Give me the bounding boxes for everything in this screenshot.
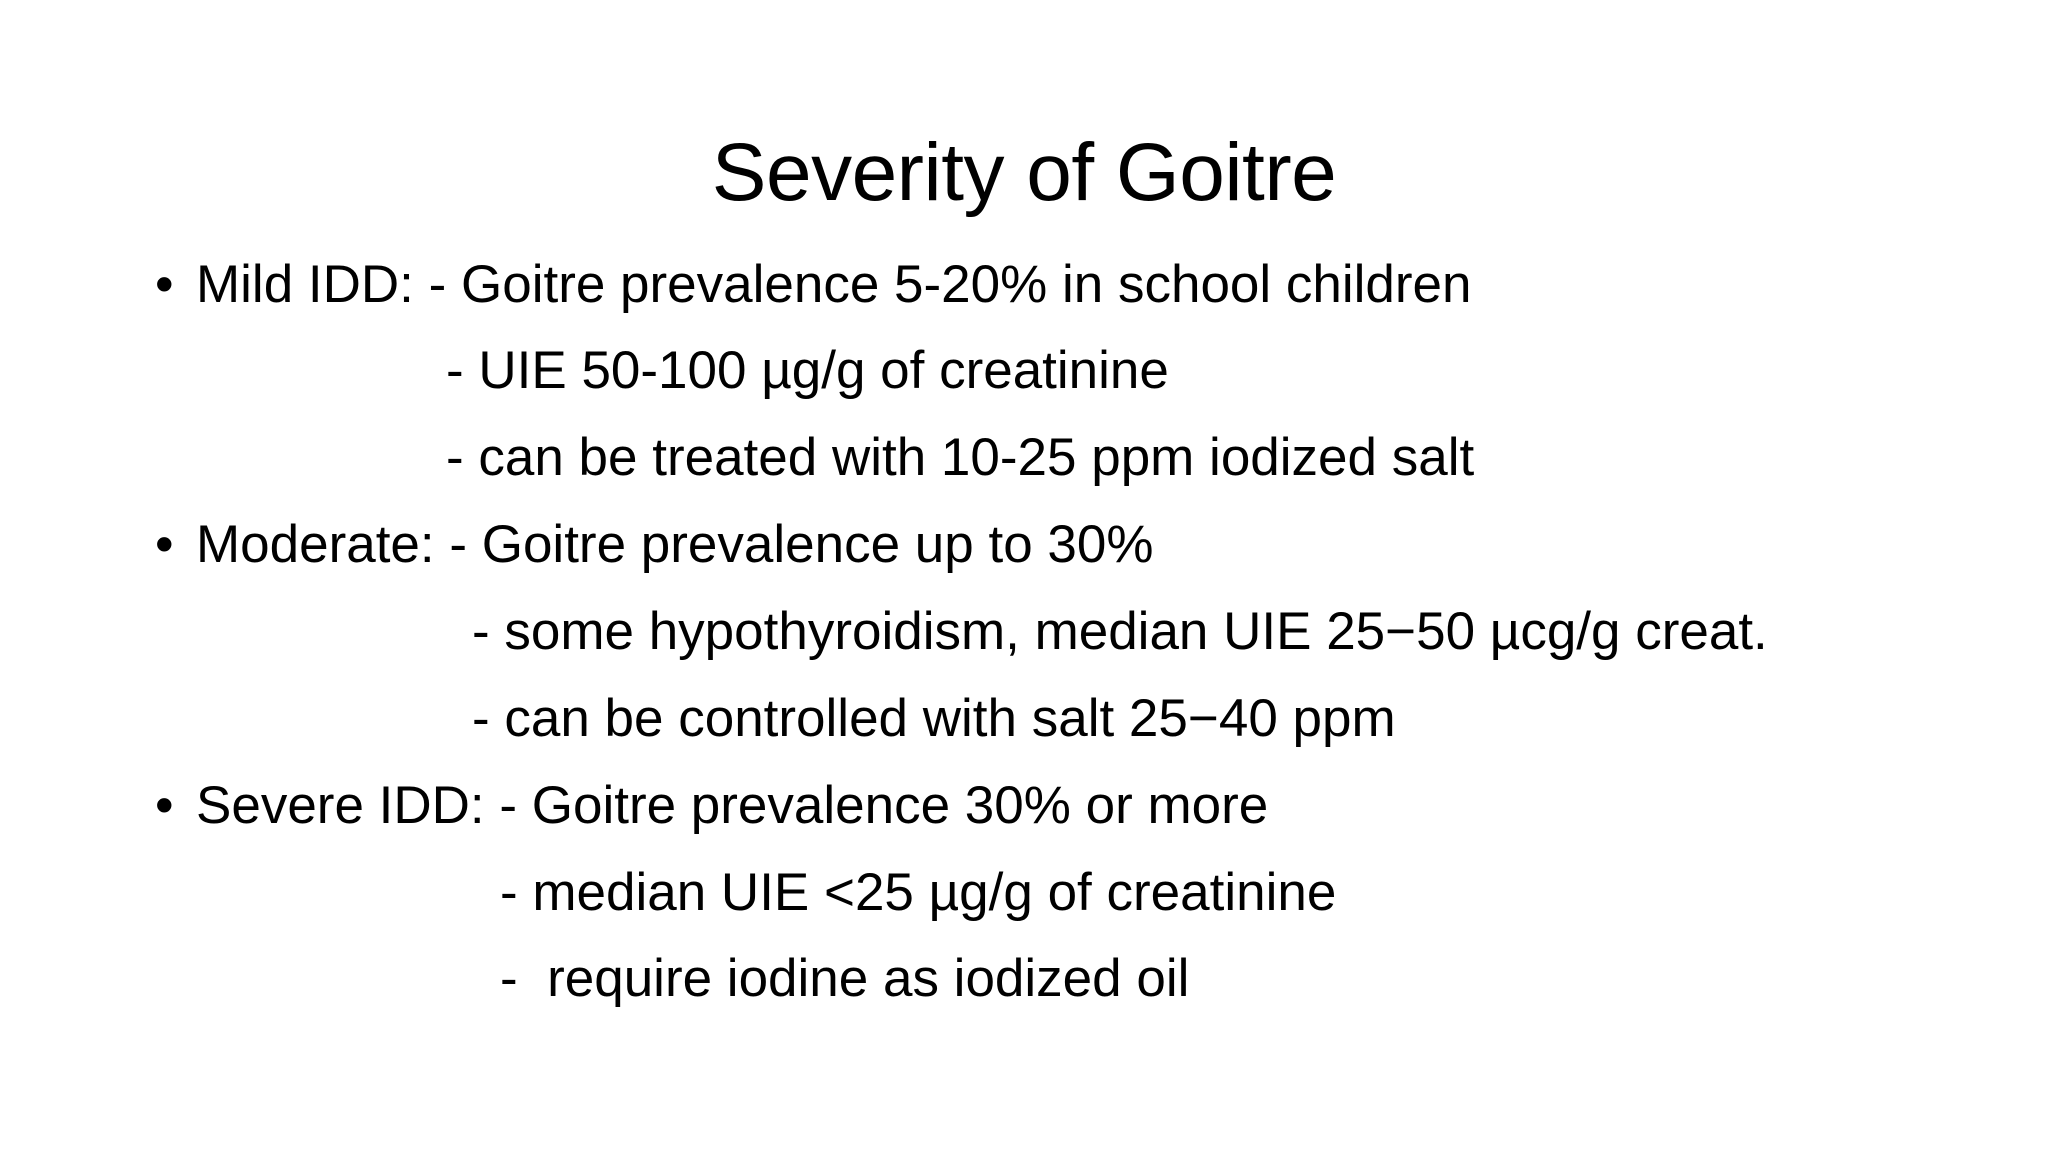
moderate-heading: Moderate: - Goitre prevalence up to 30%: [196, 515, 1154, 574]
severe-idd-treatment: - require iodine as iodized oil: [500, 949, 1190, 1008]
bullet-moderate: •: [155, 515, 174, 574]
bullet-severe: •: [155, 776, 174, 835]
severe-idd-heading: Severe IDD: - Goitre prevalence 30% or more: [196, 776, 1269, 835]
bullet-mild: •: [155, 255, 174, 314]
moderate-hypothyroidism: - some hypothyroidism, median UIE 25−50 µcg/g creat.: [472, 602, 1768, 661]
slide-title: Severity of Goitre: [711, 127, 1337, 218]
mild-idd-treatment: - can be treated with 10-25 ppm iodized salt: [446, 428, 1475, 487]
mild-idd-uie: - UIE 50-100 µg/g of creatinine: [446, 341, 1169, 400]
mild-idd-heading: Mild IDD: - Goitre prevalence 5-20% in school children: [196, 255, 1472, 314]
severe-idd-uie: - median UIE <25 µg/g of creatinine: [500, 863, 1337, 922]
moderate-control: - can be controlled with salt 25−40 ppm: [472, 689, 1396, 748]
